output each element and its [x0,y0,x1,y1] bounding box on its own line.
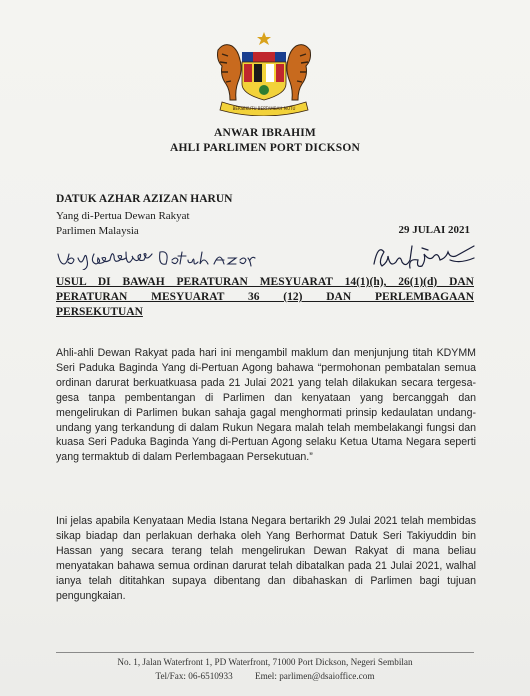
letter-date: 29 JULAI 2021 [398,224,470,236]
letter-subject [56,275,474,320]
subject-line-2: PERATURAN MESYUARAT 36 (12) DAN PERLEMBAGAAN [56,291,474,303]
footer-email: Emel: parlimen@dsaioffice.com [254,671,375,681]
addressee-name: DATUK AZHAR AZIZAN HARUN [56,193,233,205]
handwritten-greeting [56,248,256,270]
addressee-position: Yang di-Pertua Dewan Rakyat [56,210,190,222]
footer-telfax: Tel/Fax: 06-6510933 [155,671,233,681]
body-paragraph-2: Ini jelas apabila Kenyataan Media Istana Negara bertarikh 29 Julai 2021 telah membidas sikap biadap dan perlakuan derhaka oleh Yang Berhormat Datuk Seri Takiyuddin bin Hassan yang secara terang telah mengelirukan Dewan Rakyat di mana beliau menyatakan bahawa semua ordinan darurat telah dibatalkan pada 21 Julai 2021, walhal ianya telah dititahkan supaya dibentang dan dibahaskan di Parlimen bagi tujuan pengungkaian. [56,515,476,602]
subject-line-1: USUL DI BAWAH PERATURAN MESYUARAT 14(1)(h), 26(1)(d) DAN [56,276,474,288]
subject-line-3: PERSEKUTUAN [56,306,143,318]
addressee-organization: Parlimen Malaysia [56,225,139,237]
sender-title: AHLI PARLIMEN PORT DICKSON [170,142,360,154]
sender-name: ANWAR IBRAHIM [214,127,316,139]
body-paragraph-1: Ahli-ahli Dewan Rakyat pada hari ini mengambil maklum dan menjunjung titah KDYMM Seri Paduka Baginda Yang di-Pertuan Agong bahawa “permohonan pembatalan semua ordinan darurat berkuatkuasa pada 21 Julai 2021 yang telah dilakukan secara tergesa-gesa tanpa pembentangan di Parlimen dan kenyataan yang bercanggah dan mengelirukan di Parlimen bukan sahaja gagal menghormati prinsip kedaulatan undang-undang yang terkandung di dalam Rukun Negara malah telah membelakangi fungsi dan kuasa Seri Paduka Baginda Yang di-Pertuan Agong selaku Ketua Utama Negara seperti yang termaktub di dalam Perlembagaan Persekutuan.” [56,347,476,464]
footer-contact [0,671,530,681]
crest-motto: BERSEKUTU BERTAMBAH MUTU [232,106,296,111]
footer-divider [56,652,474,653]
footer-address: No. 1, Jalan Waterfront 1, PD Waterfront, 71000 Port Dickson, Negeri Sembilan [117,657,413,667]
malaysia-coat-of-arms-icon [208,30,320,116]
handwritten-signature [370,240,480,272]
